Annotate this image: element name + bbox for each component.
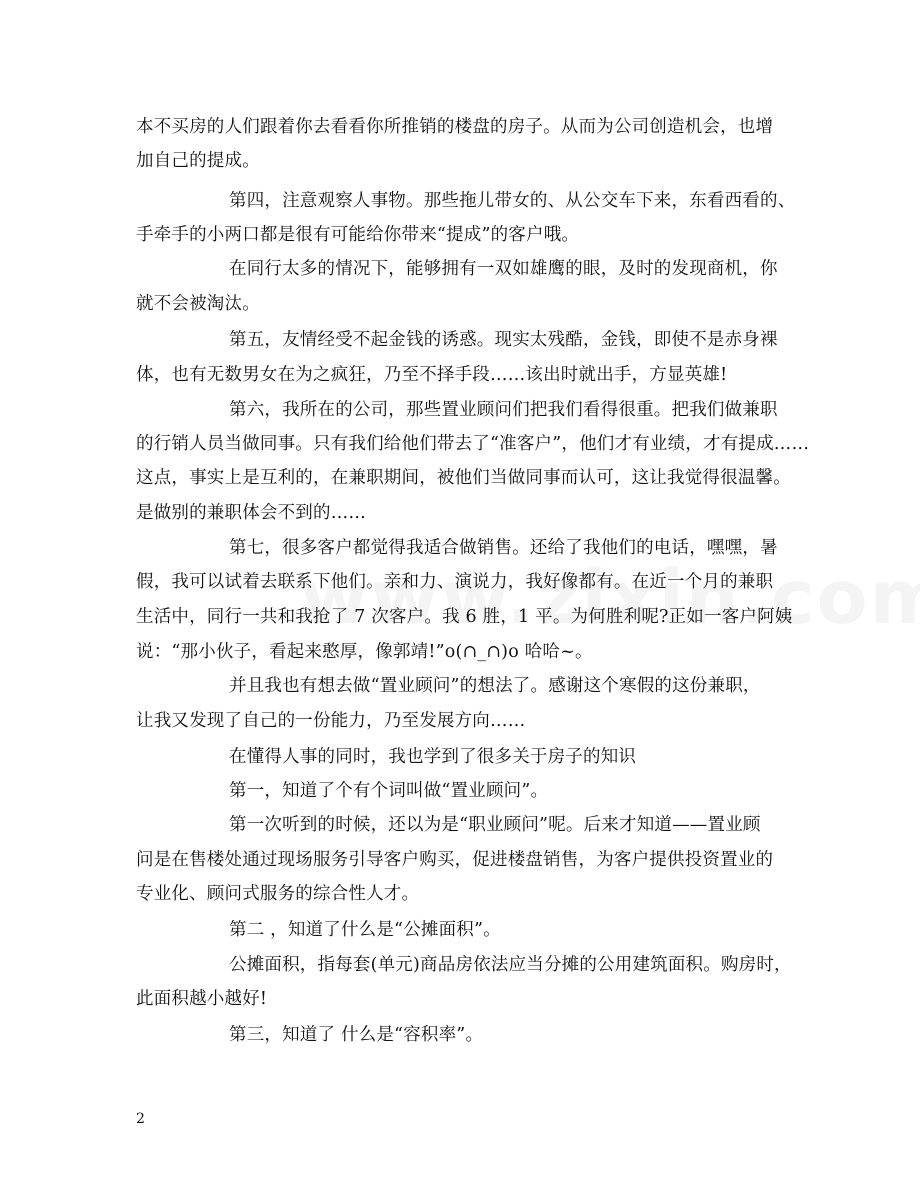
paragraph-line: 这点，事实上是互利的，在兼职期间，被他们当做同事而认可，这让我觉得很温馨。	[136, 468, 791, 488]
paragraph-line: 本不买房的人们跟着你去看看你所推销的楼盘的房子。从而为公司创造机会，也增	[136, 117, 774, 137]
paragraph-line: 第一次听到的时候，还以为是“职业顾问”呢。后来才知道——置业顾	[229, 815, 761, 835]
paragraph-line: 生活中，同行一共和我抢了 7 次客户。我 6 胜，1 平。为何胜利呢?正如一客户阿姨	[136, 607, 793, 627]
paragraph-line: 第五，友情经受不起金钱的诱惑。现实太残酷，金钱，即使不是赤身裸	[229, 330, 778, 350]
paragraph-line: 第二 ，知道了什么是“公摊面积”。	[229, 920, 501, 940]
paragraph-line: 第三，知道了 什么是“容积率”。	[229, 1025, 484, 1045]
paragraph-line: 在懂得人事的同时，我也学到了很多关于房子的知识	[229, 747, 637, 767]
paragraph-line: 第六，我所在的公司，那些置业顾问们把我们看得很重。把我们做兼职	[229, 400, 778, 420]
paragraph-line: 让我又发现了自己的一份能力，乃至发展方向……	[136, 711, 526, 731]
paragraph-line: 加自己的提成。	[136, 151, 260, 171]
paragraph-line: 问是在售楼处通过现场服务引导客户购买，促进楼盘销售，为客户提供投资置业的	[136, 850, 774, 870]
paragraph-line: 公摊面积，指每套(单元)商品房依法应当分摊的公用建筑面积。购房时，	[229, 955, 792, 975]
paragraph-line: 假，我可以试着去联系下他们。亲和力、演说力，我好像都有。在近一个月的兼职	[136, 572, 774, 592]
paragraph-line: 此面积越小越好!	[136, 989, 268, 1009]
paragraph-line: 就不会被淘汰。	[136, 294, 260, 314]
paragraph-line: 第四，注意观察人事物。那些拖儿带女的、从公交车下来，东看西看的、	[229, 191, 796, 211]
watermark	[300, 555, 920, 641]
paragraph-line: 专业化、顾问式服务的综合性人才。	[136, 884, 420, 904]
paragraph-line: 是做别的兼职体会不到的……	[136, 503, 367, 523]
paragraph-line: 并且我也有想去做“置业顾问”的想法了。感谢这个寒假的这份兼职，	[229, 676, 761, 696]
paragraph-line: 的行销人员当做同事。只有我们给他们带去了“准客户”，他们才有业绩，才有提成……	[136, 434, 810, 454]
paragraph-line: 体，也有无数男女在为之疯狂，乃至不择手段……该出时就出手，方显英雄!	[136, 365, 728, 385]
page-number: 2	[136, 1111, 145, 1127]
paragraph-line: 第一，知道了个有个词叫做“置业顾问”。	[229, 781, 549, 801]
paragraph-line: 第七，很多客户都觉得我适合做销售。还给了我他们的电话，嘿嘿，暑	[229, 538, 778, 558]
paragraph-line: 在同行太多的情况下，能够拥有一双如雄鹰的眼，及时的发现商机，你	[229, 259, 778, 279]
paragraph-line: 手牵手的小两口都是很有可能给你带来“提成”的客户哦。	[136, 225, 580, 245]
paragraph-line: 说：“那小伙子，看起来憨厚，像郭靖!”o(∩_∩)o 哈哈~。	[136, 642, 593, 662]
